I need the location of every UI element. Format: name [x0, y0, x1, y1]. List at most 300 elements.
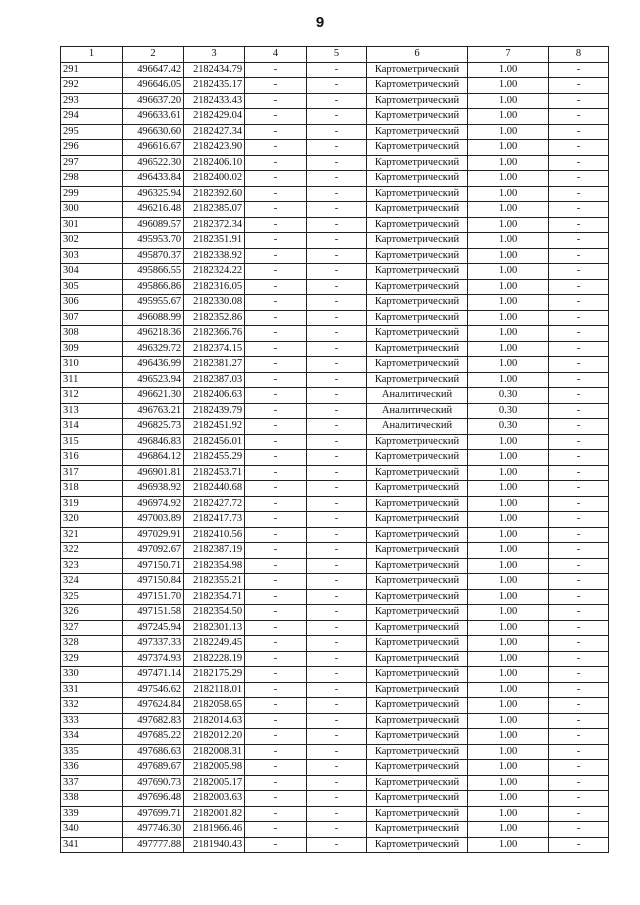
cell-accuracy: 1.00: [468, 109, 549, 125]
cell-coordinate-y: 2182330.08: [184, 295, 245, 311]
cell-col-8: -: [549, 760, 609, 776]
cell-point-number: 331: [61, 682, 123, 698]
table-row: [61, 543, 609, 559]
cell-method: Картометрический: [367, 248, 468, 264]
table-row: [61, 155, 609, 171]
cell-col-5: -: [307, 403, 367, 419]
cell-accuracy: 1.00: [468, 512, 549, 528]
cell-coordinate-x: 496089.57: [123, 217, 184, 233]
cell-point-number: 321: [61, 527, 123, 543]
cell-method: Картометрический: [367, 279, 468, 295]
cell-coordinate-y: 2182387.03: [184, 372, 245, 388]
cell-coordinate-y: 2182434.79: [184, 62, 245, 78]
cell-col-5: -: [307, 372, 367, 388]
cell-accuracy: 1.00: [468, 217, 549, 233]
cell-col-5: -: [307, 62, 367, 78]
cell-coordinate-y: 2182453.71: [184, 465, 245, 481]
cell-method: Картометрический: [367, 357, 468, 373]
cell-coordinate-x: 497685.22: [123, 729, 184, 745]
cell-col-8: -: [549, 109, 609, 125]
cell-point-number: 307: [61, 310, 123, 326]
cell-col-4: -: [245, 775, 307, 791]
cell-method: Картометрический: [367, 310, 468, 326]
cell-method: Картометрический: [367, 775, 468, 791]
cell-col-5: -: [307, 279, 367, 295]
cell-col-8: -: [549, 202, 609, 218]
cell-col-8: -: [549, 155, 609, 171]
cell-accuracy: 0.30: [468, 419, 549, 435]
cell-col-5: -: [307, 620, 367, 636]
table-row: [61, 62, 609, 78]
cell-col-4: -: [245, 233, 307, 249]
table-row: [61, 496, 609, 512]
table-row: [61, 605, 609, 621]
cell-coordinate-y: 2182406.63: [184, 388, 245, 404]
cell-accuracy: 1.00: [468, 651, 549, 667]
table-row: [61, 450, 609, 466]
cell-method: Картометрический: [367, 78, 468, 94]
cell-coordinate-y: 2182175.29: [184, 667, 245, 683]
cell-accuracy: 1.00: [468, 481, 549, 497]
cell-coordinate-y: 2182228.19: [184, 651, 245, 667]
column-header-3: 3: [184, 47, 245, 63]
cell-accuracy: 1.00: [468, 341, 549, 357]
cell-col-4: -: [245, 512, 307, 528]
cell-point-number: 294: [61, 109, 123, 125]
cell-method: Картометрический: [367, 155, 468, 171]
cell-col-8: -: [549, 186, 609, 202]
cell-col-4: -: [245, 388, 307, 404]
cell-coordinate-x: 497686.63: [123, 744, 184, 760]
cell-col-5: -: [307, 760, 367, 776]
cell-point-number: 324: [61, 574, 123, 590]
table-row: [61, 822, 609, 838]
cell-coordinate-y: 2182003.63: [184, 791, 245, 807]
cell-point-number: 303: [61, 248, 123, 264]
cell-coordinate-y: 2182324.22: [184, 264, 245, 280]
cell-col-8: -: [549, 264, 609, 280]
cell-coordinate-x: 497699.71: [123, 806, 184, 822]
cell-method: Картометрический: [367, 450, 468, 466]
cell-coordinate-y: 2182001.82: [184, 806, 245, 822]
cell-col-4: -: [245, 558, 307, 574]
table-row: [61, 574, 609, 590]
cell-coordinate-x: 496974.92: [123, 496, 184, 512]
cell-method: Картометрический: [367, 341, 468, 357]
cell-col-5: -: [307, 837, 367, 853]
cell-col-5: -: [307, 248, 367, 264]
table-row: [61, 620, 609, 636]
cell-accuracy: 1.00: [468, 279, 549, 295]
cell-coordinate-x: 495953.70: [123, 233, 184, 249]
column-header-5: 5: [307, 47, 367, 63]
cell-col-4: -: [245, 326, 307, 342]
cell-coordinate-x: 496216.48: [123, 202, 184, 218]
cell-accuracy: 1.00: [468, 605, 549, 621]
cell-method: Аналитический: [367, 388, 468, 404]
cell-col-8: -: [549, 465, 609, 481]
column-header-6: 6: [367, 47, 468, 63]
cell-method: Картометрический: [367, 171, 468, 187]
cell-point-number: 314: [61, 419, 123, 435]
cell-coordinate-x: 497746.30: [123, 822, 184, 838]
cell-accuracy: 1.00: [468, 155, 549, 171]
cell-col-5: -: [307, 78, 367, 94]
cell-coordinate-x: 497696.48: [123, 791, 184, 807]
cell-method: Картометрический: [367, 636, 468, 652]
cell-col-8: -: [549, 589, 609, 605]
coordinates-table: [60, 46, 609, 853]
cell-method: Картометрический: [367, 698, 468, 714]
cell-point-number: 334: [61, 729, 123, 745]
cell-col-5: -: [307, 822, 367, 838]
cell-method: Картометрический: [367, 434, 468, 450]
cell-coordinate-y: 2182301.13: [184, 620, 245, 636]
cell-method: Картометрический: [367, 372, 468, 388]
table-row: [61, 729, 609, 745]
cell-coordinate-x: 496616.67: [123, 140, 184, 156]
cell-accuracy: 1.00: [468, 713, 549, 729]
cell-col-8: -: [549, 636, 609, 652]
cell-method: Картометрический: [367, 543, 468, 559]
cell-col-5: -: [307, 558, 367, 574]
cell-col-4: -: [245, 357, 307, 373]
cell-col-4: -: [245, 202, 307, 218]
table-row: [61, 326, 609, 342]
cell-col-5: -: [307, 155, 367, 171]
cell-col-4: -: [245, 837, 307, 853]
cell-coordinate-y: 2182005.17: [184, 775, 245, 791]
cell-col-4: -: [245, 496, 307, 512]
table-row: [61, 140, 609, 156]
cell-point-number: 306: [61, 295, 123, 311]
cell-coordinate-y: 2182435.17: [184, 78, 245, 94]
cell-method: Картометрический: [367, 124, 468, 140]
cell-coordinate-x: 496901.81: [123, 465, 184, 481]
cell-coordinate-x: 497682.83: [123, 713, 184, 729]
table-row: [61, 279, 609, 295]
cell-accuracy: 1.00: [468, 543, 549, 559]
cell-coordinate-x: 497546.62: [123, 682, 184, 698]
cell-col-4: -: [245, 248, 307, 264]
cell-col-8: -: [549, 217, 609, 233]
cell-col-4: -: [245, 450, 307, 466]
cell-col-8: -: [549, 605, 609, 621]
cell-col-5: -: [307, 450, 367, 466]
table-row: [61, 589, 609, 605]
cell-col-4: -: [245, 140, 307, 156]
cell-coordinate-x: 496633.61: [123, 109, 184, 125]
cell-method: Картометрический: [367, 481, 468, 497]
table-row: [61, 341, 609, 357]
table-row: [61, 775, 609, 791]
cell-accuracy: 1.00: [468, 124, 549, 140]
cell-col-5: -: [307, 636, 367, 652]
cell-col-8: -: [549, 543, 609, 559]
cell-col-5: -: [307, 93, 367, 109]
cell-method: Картометрический: [367, 202, 468, 218]
cell-coordinate-y: 2182427.72: [184, 496, 245, 512]
cell-col-4: -: [245, 372, 307, 388]
cell-coordinate-x: 497690.73: [123, 775, 184, 791]
cell-col-5: -: [307, 667, 367, 683]
column-header-1: 1: [61, 47, 123, 63]
cell-point-number: 302: [61, 233, 123, 249]
cell-point-number: 320: [61, 512, 123, 528]
cell-point-number: 330: [61, 667, 123, 683]
cell-point-number: 308: [61, 326, 123, 342]
cell-col-8: -: [549, 620, 609, 636]
cell-accuracy: 1.00: [468, 837, 549, 853]
cell-col-5: -: [307, 217, 367, 233]
cell-col-4: -: [245, 667, 307, 683]
cell-col-8: -: [549, 806, 609, 822]
cell-method: Картометрический: [367, 682, 468, 698]
cell-point-number: 326: [61, 605, 123, 621]
cell-col-4: -: [245, 217, 307, 233]
cell-col-8: -: [549, 233, 609, 249]
cell-method: Аналитический: [367, 419, 468, 435]
cell-col-4: -: [245, 806, 307, 822]
cell-point-number: 297: [61, 155, 123, 171]
cell-method: Картометрический: [367, 186, 468, 202]
cell-point-number: 313: [61, 403, 123, 419]
cell-coordinate-y: 2182338.92: [184, 248, 245, 264]
table-row: [61, 248, 609, 264]
cell-col-4: -: [245, 822, 307, 838]
cell-coordinate-y: 2182354.98: [184, 558, 245, 574]
cell-col-8: -: [549, 124, 609, 140]
cell-method: Картометрический: [367, 93, 468, 109]
cell-coordinate-y: 2182366.76: [184, 326, 245, 342]
cell-coordinate-y: 2182423.90: [184, 140, 245, 156]
cell-col-8: -: [549, 837, 609, 853]
cell-col-5: -: [307, 434, 367, 450]
cell-point-number: 322: [61, 543, 123, 559]
cell-accuracy: 1.00: [468, 326, 549, 342]
table-row: [61, 124, 609, 140]
cell-point-number: 305: [61, 279, 123, 295]
cell-method: Картометрический: [367, 512, 468, 528]
cell-col-8: -: [549, 512, 609, 528]
cell-accuracy: 1.00: [468, 775, 549, 791]
cell-coordinate-x: 496637.20: [123, 93, 184, 109]
cell-accuracy: 1.00: [468, 558, 549, 574]
cell-accuracy: 1.00: [468, 93, 549, 109]
cell-col-8: -: [549, 78, 609, 94]
cell-col-4: -: [245, 713, 307, 729]
cell-col-4: -: [245, 186, 307, 202]
table-row: [61, 310, 609, 326]
table-row: [61, 388, 609, 404]
table-row: [61, 78, 609, 94]
cell-col-8: -: [549, 558, 609, 574]
cell-coordinate-y: 2182385.07: [184, 202, 245, 218]
cell-coordinate-x: 496621.30: [123, 388, 184, 404]
table-row: [61, 481, 609, 497]
table-row: [61, 791, 609, 807]
table-row: [61, 372, 609, 388]
cell-col-8: -: [549, 248, 609, 264]
table-row: [61, 186, 609, 202]
cell-accuracy: 1.00: [468, 698, 549, 714]
cell-coordinate-y: 2182352.86: [184, 310, 245, 326]
cell-col-8: -: [549, 713, 609, 729]
cell-point-number: 292: [61, 78, 123, 94]
cell-col-5: -: [307, 171, 367, 187]
cell-method: Картометрический: [367, 760, 468, 776]
table-row: [61, 264, 609, 280]
cell-col-4: -: [245, 574, 307, 590]
cell-coordinate-y: 2182354.71: [184, 589, 245, 605]
cell-col-4: -: [245, 93, 307, 109]
cell-col-5: -: [307, 651, 367, 667]
cell-col-5: -: [307, 527, 367, 543]
cell-method: Картометрический: [367, 574, 468, 590]
cell-coordinate-y: 2182455.29: [184, 450, 245, 466]
cell-coordinate-y: 2182372.34: [184, 217, 245, 233]
cell-accuracy: 1.00: [468, 760, 549, 776]
column-header-2: 2: [123, 47, 184, 63]
cell-method: Картометрический: [367, 109, 468, 125]
cell-method: Картометрический: [367, 589, 468, 605]
cell-point-number: 296: [61, 140, 123, 156]
cell-accuracy: 1.00: [468, 186, 549, 202]
cell-col-8: -: [549, 698, 609, 714]
cell-point-number: 328: [61, 636, 123, 652]
cell-method: Картометрический: [367, 791, 468, 807]
cell-col-4: -: [245, 760, 307, 776]
cell-col-4: -: [245, 310, 307, 326]
cell-col-8: -: [549, 357, 609, 373]
table-row: [61, 713, 609, 729]
cell-col-4: -: [245, 605, 307, 621]
cell-col-4: -: [245, 698, 307, 714]
cell-coordinate-y: 2182387.19: [184, 543, 245, 559]
cell-coordinate-x: 496433.84: [123, 171, 184, 187]
cell-col-8: -: [549, 651, 609, 667]
cell-point-number: 299: [61, 186, 123, 202]
cell-accuracy: 1.00: [468, 372, 549, 388]
cell-col-5: -: [307, 806, 367, 822]
cell-coordinate-y: 2182058.65: [184, 698, 245, 714]
table-row: [61, 512, 609, 528]
cell-point-number: 309: [61, 341, 123, 357]
cell-col-5: -: [307, 419, 367, 435]
cell-method: Картометрический: [367, 744, 468, 760]
cell-coordinate-x: 497374.93: [123, 651, 184, 667]
table-body: [61, 62, 609, 853]
cell-point-number: 339: [61, 806, 123, 822]
cell-accuracy: 1.00: [468, 295, 549, 311]
cell-col-5: -: [307, 791, 367, 807]
cell-col-5: -: [307, 264, 367, 280]
cell-col-8: -: [549, 775, 609, 791]
cell-coordinate-y: 2182354.50: [184, 605, 245, 621]
cell-coordinate-y: 2182400.02: [184, 171, 245, 187]
cell-coordinate-x: 496218.36: [123, 326, 184, 342]
cell-point-number: 329: [61, 651, 123, 667]
cell-coordinate-y: 2181940.43: [184, 837, 245, 853]
cell-accuracy: 1.00: [468, 62, 549, 78]
cell-accuracy: 1.00: [468, 171, 549, 187]
cell-col-4: -: [245, 62, 307, 78]
cell-col-5: -: [307, 682, 367, 698]
cell-col-5: -: [307, 713, 367, 729]
cell-col-4: -: [245, 419, 307, 435]
cell-point-number: 312: [61, 388, 123, 404]
cell-accuracy: 1.00: [468, 233, 549, 249]
cell-point-number: 335: [61, 744, 123, 760]
cell-accuracy: 1.00: [468, 589, 549, 605]
cell-point-number: 311: [61, 372, 123, 388]
column-header-8: 8: [549, 47, 609, 63]
cell-col-4: -: [245, 589, 307, 605]
cell-coordinate-y: 2182008.31: [184, 744, 245, 760]
cell-coordinate-y: 2182351.91: [184, 233, 245, 249]
cell-method: Картометрический: [367, 605, 468, 621]
cell-col-4: -: [245, 109, 307, 125]
table-row: [61, 419, 609, 435]
cell-point-number: 323: [61, 558, 123, 574]
cell-point-number: 293: [61, 93, 123, 109]
cell-col-8: -: [549, 481, 609, 497]
cell-accuracy: 1.00: [468, 636, 549, 652]
cell-col-8: -: [549, 729, 609, 745]
cell-col-4: -: [245, 465, 307, 481]
cell-point-number: 327: [61, 620, 123, 636]
cell-coordinate-y: 2182012.20: [184, 729, 245, 745]
cell-coordinate-y: 2182355.21: [184, 574, 245, 590]
cell-coordinate-x: 497151.70: [123, 589, 184, 605]
cell-col-5: -: [307, 496, 367, 512]
cell-accuracy: 1.00: [468, 357, 549, 373]
cell-col-8: -: [549, 496, 609, 512]
cell-col-8: -: [549, 93, 609, 109]
cell-accuracy: 1.00: [468, 450, 549, 466]
cell-coordinate-x: 497150.84: [123, 574, 184, 590]
cell-coordinate-y: 2182427.34: [184, 124, 245, 140]
cell-coordinate-x: 495870.37: [123, 248, 184, 264]
cell-col-4: -: [245, 791, 307, 807]
cell-method: Картометрический: [367, 496, 468, 512]
cell-point-number: 315: [61, 434, 123, 450]
table-row: [61, 698, 609, 714]
cell-coordinate-y: 2182439.79: [184, 403, 245, 419]
cell-col-4: -: [245, 651, 307, 667]
cell-point-number: 300: [61, 202, 123, 218]
cell-point-number: 338: [61, 791, 123, 807]
cell-col-5: -: [307, 109, 367, 125]
cell-point-number: 298: [61, 171, 123, 187]
cell-col-4: -: [245, 403, 307, 419]
cell-point-number: 316: [61, 450, 123, 466]
cell-col-8: -: [549, 140, 609, 156]
column-header-7: 7: [468, 47, 549, 63]
cell-coordinate-x: 496938.92: [123, 481, 184, 497]
cell-accuracy: 1.00: [468, 202, 549, 218]
cell-point-number: 310: [61, 357, 123, 373]
cell-method: Картометрический: [367, 140, 468, 156]
cell-method: Картометрический: [367, 62, 468, 78]
cell-col-8: -: [549, 295, 609, 311]
cell-coordinate-x: 496630.60: [123, 124, 184, 140]
cell-col-4: -: [245, 481, 307, 497]
cell-coordinate-y: 2182456.01: [184, 434, 245, 450]
cell-col-4: -: [245, 543, 307, 559]
cell-col-8: -: [549, 419, 609, 435]
cell-col-8: -: [549, 682, 609, 698]
